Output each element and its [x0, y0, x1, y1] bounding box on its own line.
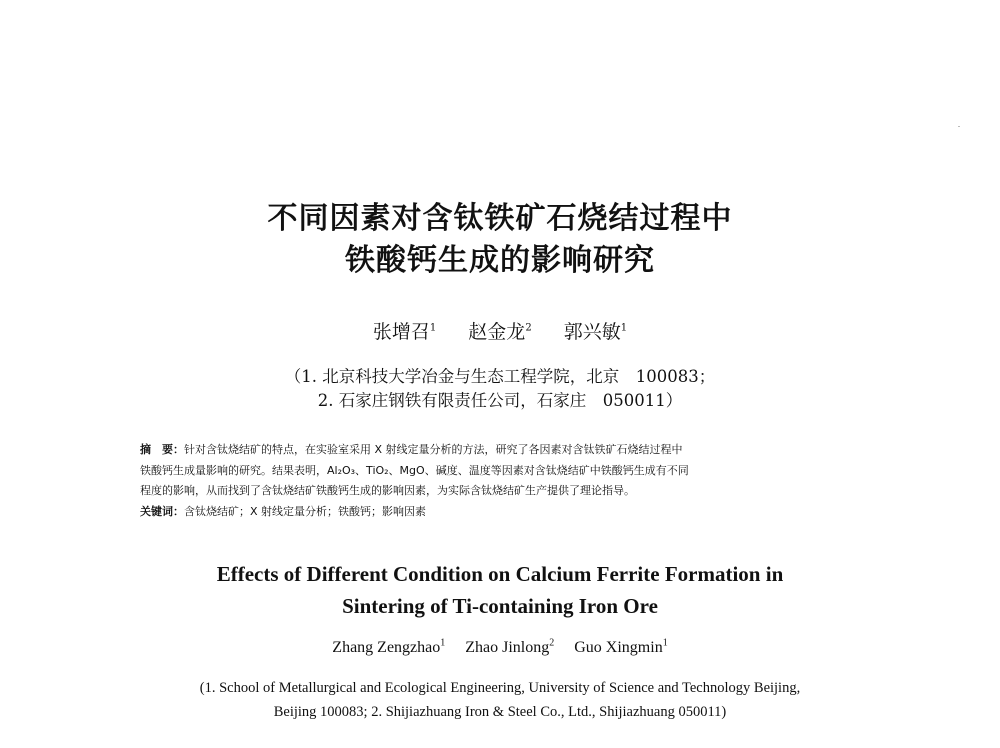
- author-cn-1: 张增召$^1$: [372, 321, 437, 343]
- abstract-cn-line-3: 程度的影响，从而找到了含钛烧结矿铁酸钙生成的影响因素，为实际含钛烧结矿生产提供了理论指导。: [140, 484, 635, 497]
- title-en: [0, 558, 1000, 622]
- author-cn-2: 赵金龙$^2$: [468, 321, 532, 343]
- title-cn-line-2: 铁酸钙生成的影响研究: [345, 243, 655, 278]
- title-en-line-1: Effects of Different Condition on Calcium Ferrite Formation in: [216, 562, 784, 586]
- author-en-3: Guo Xingmin$^1$: [574, 637, 668, 656]
- keywords-cn: [140, 502, 896, 523]
- affiliation-en-line-1: (1. School of Metallurgical and Ecological Engineering, University of Science and Technology Beijing,: [199, 680, 801, 696]
- author-en-2: Zhao Jinlong$^2$: [465, 637, 555, 656]
- title-en-line-2: Sintering of Ti-containing Iron Ore: [342, 594, 658, 618]
- affiliation-cn-line-2: 2. 石家庄钢铁有限责任公司，石家庄 050011）: [317, 391, 683, 410]
- affiliation-cn-line-1: （1. 北京科技大学冶金与生态工程学院，北京 100083；: [284, 367, 716, 386]
- authors-cn: [0, 320, 1000, 344]
- abstract-cn-line-2: 铁酸钙生成量影响的研究。结果表明，Al₂O₃、TiO₂、MgO、碱度、温度等因素对含钛烧结矿中铁酸钙生成有不同: [140, 463, 689, 477]
- title-cn-line-1: 不同因素对含钛铁矿石烧结过程中: [267, 201, 733, 236]
- affiliations-cn: [0, 365, 1000, 413]
- authors-en: [0, 637, 1000, 659]
- affiliation-en-line-2: Beijing 100083; 2. Shijiazhuang Iron & Steel Co., Ltd., Shijiazhuang 050011): [273, 704, 727, 720]
- abstract-cn: [140, 440, 896, 522]
- keywords-label: 关键词：: [140, 504, 184, 518]
- scan-speck: [958, 126, 960, 127]
- author-cn-3: 郭兴敏$^1$: [563, 321, 628, 343]
- abstract-cn-line-1: 摘 要：针对含钛烧结矿的特点，在实验室采用 X 射线定量分析的方法，研究了各因素对含钛铁矿石烧结过程中: [140, 443, 683, 456]
- author-en-1: Zhang Zengzhao$^1$: [332, 637, 446, 656]
- keywords-text: 含钛烧结矿；X 射线定量分析；铁酸钙；影响因素: [184, 504, 427, 518]
- abstract-label: 摘 要：: [140, 443, 184, 456]
- title-cn: [0, 199, 1000, 281]
- affiliations-en: [0, 676, 1000, 724]
